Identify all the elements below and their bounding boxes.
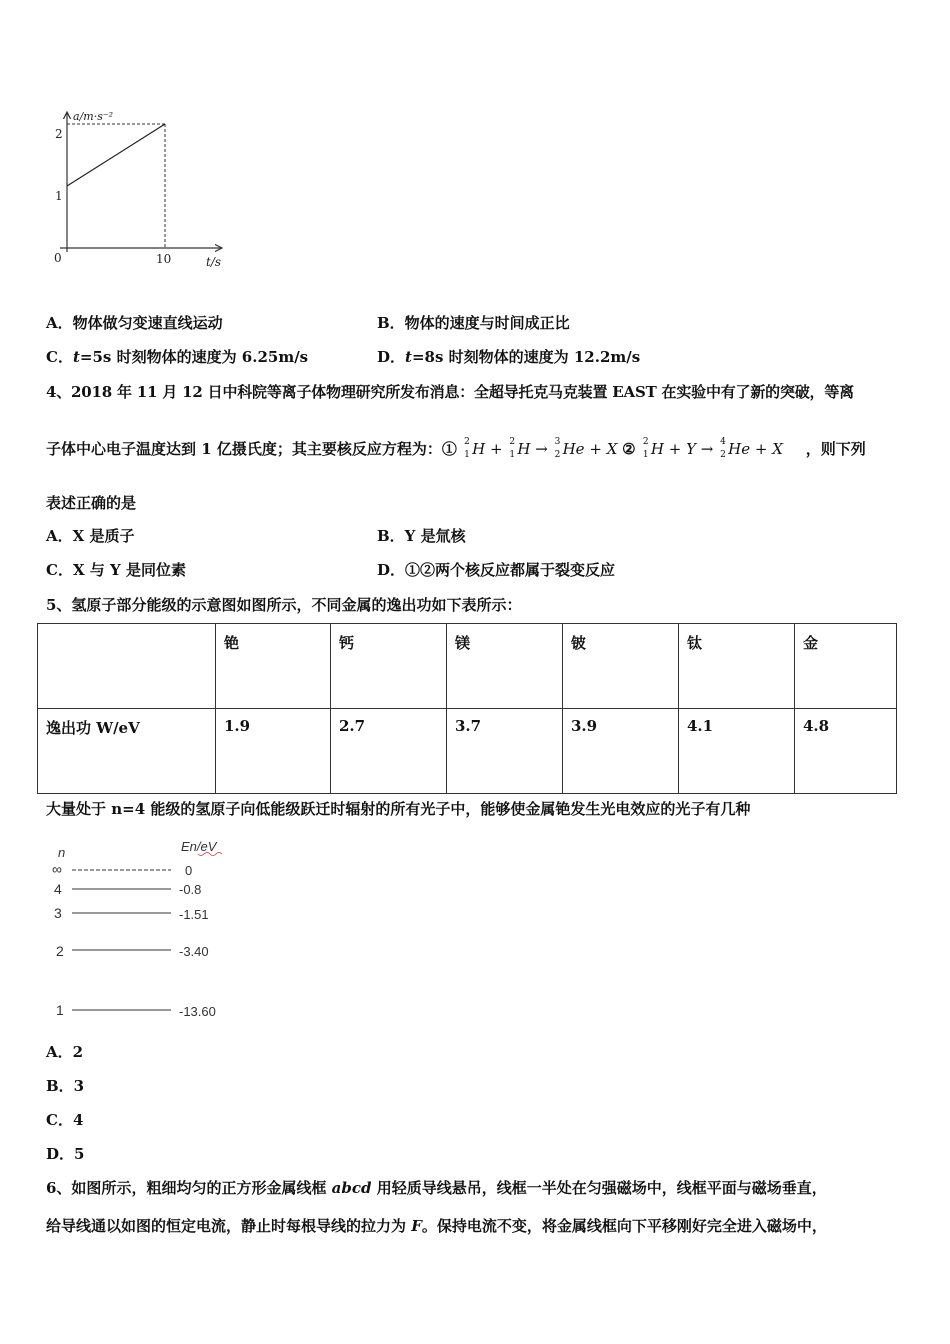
acceleration-time-graph [40, 100, 240, 275]
y-tick-label-2: 2 [55, 127, 63, 141]
level-e-4: -0.8 [179, 882, 202, 897]
q6-stem-line2: 给导线通以如图的恒定电流，静止时每根导线的拉力为 F。保持电流不变，将金属线框向下平移刚好完全进入磁场中， [46, 1217, 827, 1235]
reaction-equation-2: 2 1 H + Y → 4 2 He + X [642, 437, 783, 460]
q3-option-c: C．t=5s 时刻物体的速度为 6.25m/s [46, 348, 309, 366]
table-cell: 镁 [447, 624, 563, 709]
q5-stem: 5、氢原子部分能级的示意图如图所示，不同金属的逸出功如下表所示： [46, 596, 522, 614]
table-cell: 钙 [331, 624, 447, 709]
y-axis-label: a/m·s⁻² [73, 110, 114, 123]
table-header-row [38, 624, 897, 709]
x-axis-label: t/s [206, 255, 222, 269]
q3-option-b: B．物体的速度与时间成正比 [377, 314, 570, 332]
q4-option-a: A．X 是质子 [46, 527, 135, 545]
q5-option-a: A．2 [46, 1043, 84, 1061]
table-cell [38, 624, 216, 709]
table-cell: 1.9 [216, 709, 331, 794]
level-n-4: 4 [54, 881, 62, 897]
level-n-inf: ∞ [52, 861, 62, 877]
table-cell: 钛 [679, 624, 795, 709]
level-e-inf: 0 [185, 863, 193, 878]
level-n-3: 3 [54, 905, 62, 921]
level-n-2: 2 [56, 943, 64, 959]
table-cell: 2.7 [331, 709, 447, 794]
reaction-equation-1: 2 1 H + 2 1 H → 3 2 He + X [464, 437, 618, 460]
data-line [67, 124, 165, 186]
q3-option-a: A．物体做匀变速直线运动 [46, 314, 223, 332]
q4-option-c: C．X 与 Y 是同位素 [46, 561, 186, 579]
origin-label: 0 [54, 251, 62, 265]
table-cell: 4.1 [679, 709, 795, 794]
table-cell: 3.7 [447, 709, 563, 794]
table-row [38, 709, 897, 794]
level-e-1: -13.60 [179, 1004, 216, 1019]
q5-question: 大量处于 n=4 能级的氢原子向低能级跃迁时辐射的所有光子中，能够使金属铯发生光电效应的光子有几种 [46, 800, 751, 818]
table-cell: 金 [795, 624, 897, 709]
table-cell: 3.9 [563, 709, 679, 794]
work-function-table [37, 623, 897, 794]
q6-stem-line1: 6、如图所示，粗细均匀的正方形金属线框 abcd 用轻质导线悬吊，线框一半处在匀强磁场中，线框平面与磁场垂直， [46, 1179, 827, 1197]
table-cell: 铯 [216, 624, 331, 709]
y-tick-label-1: 1 [55, 189, 63, 203]
q4-option-d: D．①②两个核反应都属于裂变反应 [377, 561, 616, 579]
table-cell: 铍 [563, 624, 679, 709]
q3-option-d: D．t=8s 时刻物体的速度为 12.2m/s [377, 348, 641, 366]
table-cell: 4.8 [795, 709, 897, 794]
level-e-2: -3.40 [179, 944, 209, 959]
q4-stem-line3: 表述正确的是 [46, 494, 137, 512]
q5-option-d: D．5 [46, 1145, 85, 1163]
q5-option-b: B．3 [46, 1077, 85, 1095]
energy-label: En/eV [181, 839, 217, 854]
level-e-3: -1.51 [179, 907, 209, 922]
q4-stem-line2: 子体中心电子温度达到 1 亿摄氏度；其主要核反应方程为：① 2 1 H + 2 1 H → 3 2 He + X ② 2 1 H + Y → 4 2 He + X ，则下列 [46, 437, 866, 460]
q4-stem-line1: 4、2018 年 11 月 12 日中科院等离子体物理研究所发布消息：全超导托克马克装置 EAST 在实验中有了新的突破，等离 [46, 383, 854, 401]
x-tick-label-10: 10 [156, 252, 172, 266]
energy-level-diagram [46, 832, 246, 1027]
table-cell: 逸出功 W/eV [38, 709, 216, 794]
n-label: n [58, 845, 66, 860]
q4-option-b: B．Y 是氚核 [377, 527, 466, 545]
level-n-1: 1 [56, 1002, 64, 1018]
q5-option-c: C．4 [46, 1111, 84, 1129]
